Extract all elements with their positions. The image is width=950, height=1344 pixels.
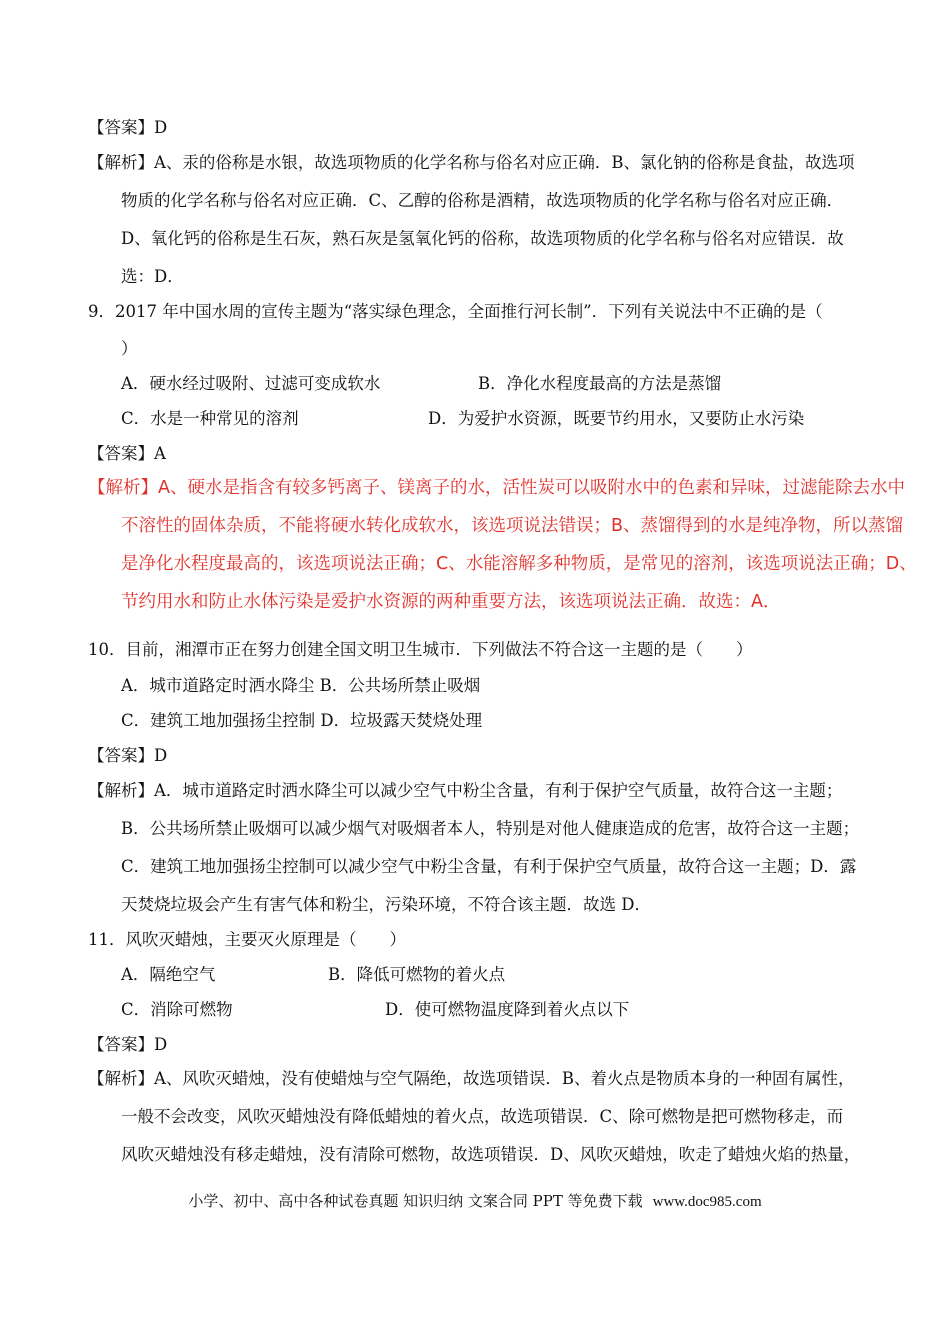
q9-option-a: A．硬水经过吸附、过滤可变成软水 [121,374,381,393]
q11-analysis-line: 风吹灭蜡烛没有移走蜡烛，没有清除可燃物，故选项错误．D、风吹灭蜡烛，吹走了蜡烛火焰的热量， [121,1145,861,1164]
q9-stem: 9．2017 年中国水周的宣传主题为“落实绿色理念，全面推行河长制”．下列有关说法中不正确的是（ [88,302,823,321]
q11-analysis-line: 【解析】A、风吹灭蜡烛，没有使蜡烛与空气隔绝，故选项错误．B、着火点是物质本身的一种固有属性， [88,1069,855,1088]
q11-option-b: B．降低可燃物的着火点 [328,965,506,984]
q9-analysis-line: 【解析】A、硬水是指含有较多钙离子、镁离子的水，活性炭可以吸附水中的色素和异味，过滤能除去水中 [88,478,905,498]
q11-option-c: C．消除可燃物 [121,1000,233,1019]
q9-answer: 【答案】A [88,444,166,463]
q8-answer: 【答案】D [88,118,168,137]
q8-analysis-line: 选：D． [121,267,184,286]
footer-link[interactable]: www.doc985.com [652,1194,762,1210]
q8-analysis-line: D、氧化钙的俗称是生石灰，熟石灰是氢氧化钙的俗称，故选项物质的化学名称与俗名对应错误．故 [121,229,844,248]
q9-analysis-line: 是净化水程度最高的，该选项说法正确；C、水能溶解多种物质，是常见的溶剂，该选项说法正确；D、 [121,554,917,574]
q10-stem: 10．目前，湘潭市正在努力创建全国文明卫生城市．下列做法不符合这一主题的是（ ） [88,640,753,659]
q9-option-b: B．净化水程度最高的方法是蒸馏 [478,374,722,393]
q9-stem-cont: ） [121,339,138,358]
q9-analysis-line: 节约用水和防止水体污染是爱护水资源的两种重要方法，该选项说法正确．故选：A． [121,592,781,612]
q11-answer: 【答案】D [88,1035,168,1054]
q9-analysis-line: 不溶性的固体杂质，不能将硬水转化成软水，该选项说法错误；B、蒸馏得到的水是纯净物，所以蒸馏 [121,516,904,536]
q11-option-a: A．隔绝空气 [121,965,216,984]
footer-text: 小学、初中、高中各种试卷真题 知识归纳 文案合同 PPT 等免费下载 [188,1192,643,1210]
q11-option-d: D．使可燃物温度降到着火点以下 [385,1000,630,1019]
q8-analysis-line: 物质的化学名称与俗名对应正确．C、乙醇的俗称是酒精，故选项物质的化学名称与俗名对应正确． [121,191,844,210]
q8-analysis-line: 【解析】A、汞的俗称是水银，故选项物质的化学名称与俗名对应正确．B、氯化钠的俗称是食盐，故选项 [88,153,855,172]
q10-options-line: A．城市道路定时洒水降尘 B．公共场所禁止吸烟 [121,676,481,695]
q10-analysis-line: 天焚烧垃圾会产生有害气体和粉尘，污染环境，不符合该主题．故选 D． [121,895,651,914]
q10-answer: 【答案】D [88,746,168,765]
q10-analysis-line: 【解析】A．城市道路定时洒水降尘可以减少空气中粉尘含量，有利于保护空气质量，故符合这一主题； [88,781,843,800]
q9-option-c: C．水是一种常见的溶剂 [121,409,299,428]
q9-option-d: D．为爱护水资源，既要节约用水，又要防止水污染 [428,409,805,428]
q11-analysis-line: 一般不会改变，风吹灭蜡烛没有降低蜡烛的着火点，故选项错误．C、除可燃物是把可燃物移走，而 [121,1107,844,1126]
q10-analysis-line: B．公共场所禁止吸烟可以减少烟气对吸烟者本人，特别是对他人健康造成的危害，故符合这一主题； [121,819,860,838]
q10-options-line: C．建筑工地加强扬尘控制 D．垃圾露天焚烧处理 [121,711,483,730]
q11-stem: 11．风吹灭蜡烛，主要灭火原理是（ ） [88,930,406,949]
page-footer [0,1191,950,1212]
q10-analysis-line: C．建筑工地加强扬尘控制可以减少空气中粉尘含量，有利于保护空气质量，故符合这一主题；D．露 [121,857,857,876]
